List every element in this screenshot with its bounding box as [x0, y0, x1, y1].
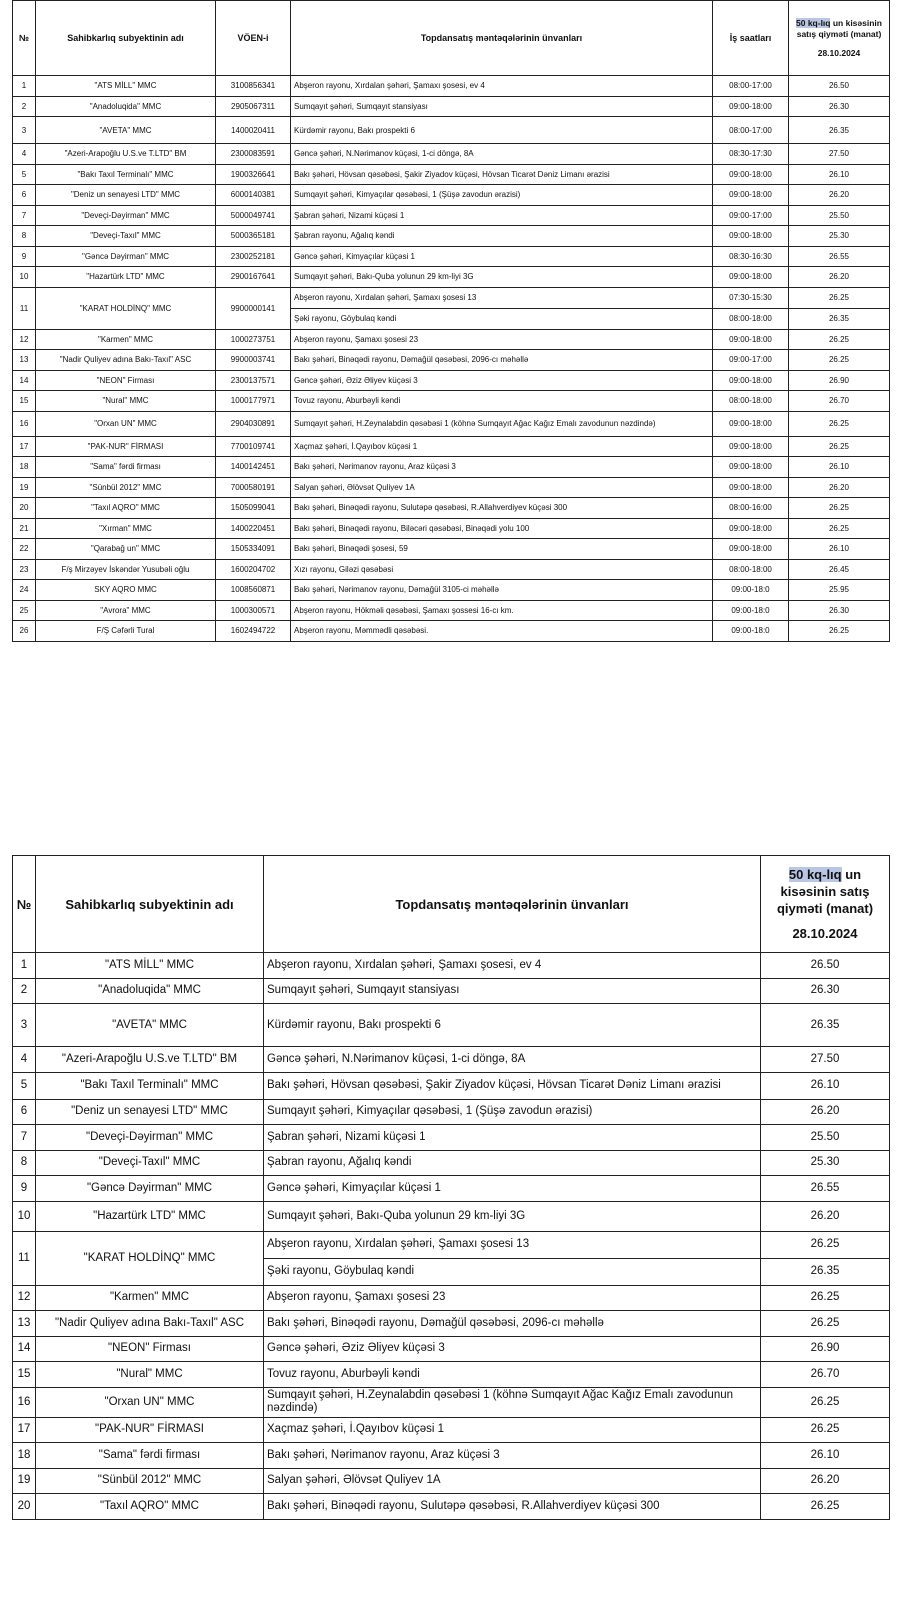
- entity-name: "Deveçi-Dəyirman" MMC: [36, 1125, 264, 1151]
- entity-name: "Deniz un senayesi LTD" MMC: [36, 1099, 264, 1125]
- table-row: [13, 1047, 890, 1073]
- row-number: 4: [13, 144, 36, 165]
- table-row-partial: [13, 1494, 890, 1520]
- entity-name: "Deniz un senayesi LTD" MMC: [36, 185, 216, 206]
- price-cell: 26.25: [789, 329, 890, 350]
- address-cell: Abşeron rayonu, Xırdalan şəhəri, Şamaxı şosesi 13: [264, 1231, 761, 1258]
- hours-cell: 08:00-18:00: [713, 559, 789, 580]
- hours-cell: 09:00-18:00: [713, 164, 789, 185]
- address-cell: Şabran şəhəri, Nizami küçəsi 1: [264, 1125, 761, 1151]
- price-cell: 26.55: [761, 1176, 890, 1202]
- price-cell: 26.20: [789, 477, 890, 498]
- address-cell: Gəncə şəhəri, Əziz Əliyev küçəsi 3: [291, 370, 713, 391]
- voen-cell: 2900167641: [216, 267, 291, 288]
- entity-name: "Qarabağ un" MMC: [36, 539, 216, 560]
- price-cell: 26.10: [789, 457, 890, 478]
- table-body-bottom: [13, 953, 890, 1520]
- address-cell: Bakı şəhəri, Nərimanov rayonu, Araz küçəsi 3: [264, 1443, 761, 1469]
- price-cell: 26.25: [789, 621, 890, 642]
- entity-name: "Orxan UN" MMC: [36, 411, 216, 436]
- entity-name: "Nural" MMC: [36, 391, 216, 412]
- price-cell: 25.50: [789, 205, 890, 226]
- row-number: 17: [13, 436, 36, 457]
- address-cell: Sumqayıt şəhəri, Sumqayıt stansiyası: [264, 978, 761, 1004]
- table-row: [13, 1362, 890, 1388]
- entity-name: "Orxan UN" MMC: [36, 1387, 264, 1417]
- address-cell: Abşeron rayonu, Şamaxı şosesi 23: [264, 1285, 761, 1311]
- hours-cell: 08:00-17:00: [713, 117, 789, 144]
- row-number: 2: [13, 96, 36, 117]
- address-cell: Xızı rayonu, Giləzi qəsəbəsi: [291, 559, 713, 580]
- price-cell: 26.25: [789, 498, 890, 519]
- col-header-hours: İş saatları: [713, 1, 789, 76]
- price-cell: 27.50: [789, 144, 890, 165]
- hours-cell: 09:00-18:00: [713, 226, 789, 247]
- row-number: 11: [13, 287, 36, 329]
- entity-name: "Sama" fərdi firması: [36, 457, 216, 478]
- entity-name: "Anadoluqida" MMC: [36, 96, 216, 117]
- price-cell: 26.30: [789, 96, 890, 117]
- entity-name: "Anadoluqida" MMC: [36, 978, 264, 1004]
- address-cell: Kürdəmir rayonu, Bakı prospekti 6: [264, 1004, 761, 1047]
- row-number: 1: [13, 76, 36, 97]
- price-cell: 26.25: [789, 411, 890, 436]
- address-cell: Şabran rayonu, Ağalıq kəndi: [291, 226, 713, 247]
- voen-cell: 1900326641: [216, 164, 291, 185]
- row-number: 14: [13, 370, 36, 391]
- address-cell: Sumqayıt şəhəri, Sumqayıt stansiyası: [291, 96, 713, 117]
- voen-cell: 1600204702: [216, 559, 291, 580]
- voen-cell: 1000177971: [216, 391, 291, 412]
- address-cell: Bakı şəhəri, Binəqədi rayonu, Sulutəpə qəsəbəsi, R.Allahverdiyev küçəsi 300: [264, 1494, 761, 1520]
- entity-name: "Nural" MMC: [36, 1362, 264, 1388]
- table-row: [13, 1150, 890, 1176]
- row-number: 13: [13, 1311, 36, 1337]
- row-number: 19: [13, 477, 36, 498]
- address-cell: Gəncə şəhəri, Əziz Əliyev küçəsi 3: [264, 1336, 761, 1362]
- row-number: 15: [13, 1362, 36, 1388]
- row-number: 6: [13, 185, 36, 206]
- address-cell: Bakı şəhəri, Hövsan qəsəbəsi, Şakir Ziyadov küçəsi, Hövsan Ticarət Dəniz Limanı ərazisi: [291, 164, 713, 185]
- entity-name: "NEON" Firması: [36, 1336, 264, 1362]
- row-number: 2: [13, 978, 36, 1004]
- table-row: [13, 953, 890, 979]
- price-cell: 26.90: [789, 370, 890, 391]
- hours-cell: 09:00-18:00: [713, 539, 789, 560]
- entity-name: "AVETA" MMC: [36, 1004, 264, 1047]
- voen-cell: 1505334091: [216, 539, 291, 560]
- address-cell: Abşeron rayonu, Xırdalan şəhəri, Şamaxı şosesi, ev 4: [291, 76, 713, 97]
- voen-cell: 2300137571: [216, 370, 291, 391]
- price-date: 28.10.2024: [792, 926, 858, 941]
- address-cell: Bakı şəhəri, Binəqədi rayonu, Dəmağül qəsəbəsi, 2096-cı məhəllə: [264, 1311, 761, 1337]
- entity-name: F/ş Mirzəyev İskəndər Yusubəli oğlu: [36, 559, 216, 580]
- address-cell: Şabran rayonu, Ağalıq kəndi: [264, 1150, 761, 1176]
- entity-name: SKY AQRO MMC: [36, 580, 216, 601]
- entity-name: "Sama" fərdi firması: [36, 1443, 264, 1469]
- address-cell: Xaçmaz şəhəri, İ.Qayıbov küçəsi 1: [291, 436, 713, 457]
- hours-cell: 09:00-18:00: [713, 96, 789, 117]
- price-cell: 27.50: [761, 1047, 890, 1073]
- price-cell: 26.20: [789, 185, 890, 206]
- table-row: [13, 1004, 890, 1047]
- address-cell: Bakı şəhəri, Binəqədi rayonu, Biləcəri qəsəbəsi, Binəqədi yolu 100: [291, 518, 713, 539]
- price-cell: 26.35: [789, 117, 890, 144]
- price-cell: 26.10: [761, 1443, 890, 1469]
- entity-name: F/Ş Cəfərli Tural: [36, 621, 216, 642]
- table-row: [13, 1336, 890, 1362]
- col-header-address: Topdansatış məntəqələrinin ünvanları: [264, 856, 761, 953]
- hours-cell: 09:00-18:00: [713, 411, 789, 436]
- row-number: 20: [13, 498, 36, 519]
- address-cell: Tovuz rayonu, Aburbəyli kəndi: [291, 391, 713, 412]
- row-number: 21: [13, 518, 36, 539]
- row-number: 10: [13, 267, 36, 288]
- price-cell: 26.90: [761, 1336, 890, 1362]
- col-header-price: 50 kq-lıq un kisəsinin satış qiymәti (manat) 28.10.2024: [789, 1, 890, 76]
- table-header-row: [13, 856, 890, 953]
- price-cell: 26.50: [761, 953, 890, 979]
- price-cell: 25.30: [761, 1150, 890, 1176]
- entity-name: "Hazartürk LTD" MMC: [36, 1201, 264, 1231]
- entity-name: "Azeri-Arapoğlu U.S.ve T.LTD" BM: [36, 144, 216, 165]
- voen-cell: 1505099041: [216, 498, 291, 519]
- row-number: 14: [13, 1336, 36, 1362]
- address-cell: Bakı şəhəri, Nərimanov rayonu, Araz küçəsi 3: [291, 457, 713, 478]
- hours-cell: 09:00-18:00: [713, 370, 789, 391]
- price-highlight: 50 kq-lıq: [796, 17, 831, 28]
- row-number: 5: [13, 1072, 36, 1099]
- address-cell: Bakı şəhəri, Nərimanov rayonu, Dəmağül 3105-ci məhəllə: [291, 580, 713, 601]
- price-cell: 26.25: [789, 350, 890, 371]
- table-row: [13, 1125, 890, 1151]
- hours-cell: 08:00-18:00: [713, 391, 789, 412]
- voen-cell: 2300252181: [216, 246, 291, 267]
- price-cell: 25.95: [789, 580, 890, 601]
- price-cell: 26.25: [789, 436, 890, 457]
- address-cell: Abşeron rayonu, Xırdalan şəhəri, Şamaxı şosesi, ev 4: [264, 953, 761, 979]
- row-number: 7: [13, 1125, 36, 1151]
- voen-cell: 2904030891: [216, 411, 291, 436]
- voen-cell: 1602494722: [216, 621, 291, 642]
- row-number: 8: [13, 1150, 36, 1176]
- address-cell: Sumqayıt şəhəri, Kimyaçılar qəsəbəsi, 1 (Şüşə zavodun ərazisi): [291, 185, 713, 206]
- price-cell: 26.50: [789, 76, 890, 97]
- row-number: 24: [13, 580, 36, 601]
- entity-name: "Gəncə Dəyirman" MMC: [36, 246, 216, 267]
- table-row: [13, 1417, 890, 1443]
- col-header-voen: VÖEN-i: [216, 1, 291, 76]
- entity-name: "PAK-NUR" FİRMASI: [36, 1417, 264, 1443]
- voen-cell: 1400220451: [216, 518, 291, 539]
- entity-name: "Bakı Taxıl Terminalı" MMC: [36, 164, 216, 185]
- voen-cell: 7700109741: [216, 436, 291, 457]
- hours-cell: 08:30-16:30: [713, 246, 789, 267]
- table-row: [13, 1231, 890, 1258]
- entity-name: "Xırman" MMC: [36, 518, 216, 539]
- hours-cell: 09:00-18:0: [713, 580, 789, 601]
- row-number: 25: [13, 600, 36, 621]
- address-cell: Salyan şəhəri, Əlövsət Quliyev 1A: [291, 477, 713, 498]
- entity-name: "Bakı Taxıl Terminalı" MMC: [36, 1072, 264, 1099]
- col-header-name: Sahibkarlıq subyektinin adı: [36, 1, 216, 76]
- address-cell: Abşeron rayonu, Şamaxı şosesi 23: [291, 329, 713, 350]
- entity-name: "PAK-NUR" FİRMASI: [36, 436, 216, 457]
- address-cell: Gəncə şəhəri, Kimyaçılar küçəsi 1: [264, 1176, 761, 1202]
- price-cell: 26.10: [789, 164, 890, 185]
- row-number: 26: [13, 621, 36, 642]
- col-header-no: №: [13, 1, 36, 76]
- row-number: 3: [13, 1004, 36, 1047]
- address-cell: Tovuz rayonu, Aburbəyli kəndi: [264, 1362, 761, 1388]
- voen-cell: 5000049741: [216, 205, 291, 226]
- entity-name: "Karmen" MMC: [36, 1285, 264, 1311]
- price-cell: 26.25: [789, 287, 890, 308]
- table-row: [13, 1311, 890, 1337]
- col-header-address: Topdansatış məntəqələrinin ünvanları: [291, 1, 713, 76]
- voen-cell: 9900003741: [216, 350, 291, 371]
- price-cell: 26.30: [761, 978, 890, 1004]
- entity-name: "Nadir Quliyev adına Bakı-Taxıl" ASC: [36, 1311, 264, 1337]
- row-number: 18: [13, 457, 36, 478]
- price-cell: 25.30: [789, 226, 890, 247]
- entity-name: "Deveçi-Taxıl" MMC: [36, 1150, 264, 1176]
- price-cell: 26.25: [761, 1231, 890, 1258]
- row-number: 5: [13, 164, 36, 185]
- entity-name: "Azeri-Arapoğlu U.S.ve T.LTD" BM: [36, 1047, 264, 1073]
- row-number: 8: [13, 226, 36, 247]
- hours-cell: 09:00-18:00: [713, 185, 789, 206]
- hours-cell: 09:00-18:00: [713, 477, 789, 498]
- voen-cell: 1000273751: [216, 329, 291, 350]
- address-cell: Sumqayıt şəhəri, Bakı-Quba yolunun 29 km-liyi 3G: [264, 1201, 761, 1231]
- price-cell: 26.25: [789, 518, 890, 539]
- hours-cell: 09:00-18:0: [713, 621, 789, 642]
- entity-name: "Gəncə Dəyirman" MMC: [36, 1176, 264, 1202]
- address-cell: Sumqayıt şəhəri, Kimyaçılar qəsəbəsi, 1 (Şüşə zavodun ərazisi): [264, 1099, 761, 1125]
- voen-cell: 7000580191: [216, 477, 291, 498]
- address-cell: Şəki rayonu, Göybulaq kəndi: [291, 308, 713, 329]
- address-cell: Gəncə şəhəri, N.Nərimanov küçəsi, 1-ci döngə, 8A: [264, 1047, 761, 1073]
- address-cell: Salyan şəhəri, Əlövsət Quliyev 1A: [264, 1468, 761, 1494]
- entity-name: "Taxıl AQRO" MMC: [36, 1494, 264, 1520]
- row-number: 4: [13, 1047, 36, 1073]
- voen-cell: 1008560871: [216, 580, 291, 601]
- hours-cell: 07:30-15:30: [713, 287, 789, 308]
- row-number: 15: [13, 391, 36, 412]
- price-cell: 26.45: [789, 559, 890, 580]
- entity-name: "Taxıl AQRO" MMC: [36, 498, 216, 519]
- price-cell: 26.10: [789, 539, 890, 560]
- entity-name: "NEON" Firması: [36, 370, 216, 391]
- table-row: [13, 1176, 890, 1202]
- hours-cell: 09:00-17:00: [713, 350, 789, 371]
- row-number: 22: [13, 539, 36, 560]
- table-row: [13, 1285, 890, 1311]
- voen-cell: 1400142451: [216, 457, 291, 478]
- entity-name: "Hazartürk LTD" MMC: [36, 267, 216, 288]
- entity-name: "Sünbül 2012" MMC: [36, 477, 216, 498]
- address-cell: Şəki rayonu, Göybulaq kəndi: [264, 1258, 761, 1285]
- hours-cell: 08:00-18:00: [713, 308, 789, 329]
- table-row: [13, 1099, 890, 1125]
- row-number: 13: [13, 350, 36, 371]
- table-row: [13, 1387, 890, 1417]
- address-cell: Sumqayıt şəhəri, H.Zeynalabdin qəsəbəsi 1 (köhnə Sumqayıt Ağac Kağız Emalı zavodunun nəzdində): [264, 1387, 761, 1417]
- address-cell: Sumqayıt şəhəri, H.Zeynalabdin qəsəbəsi 1 (köhnə Sumqayıt Ağac Kağız Emalı zavodunun nəzdində): [291, 411, 713, 436]
- price-cell: 26.70: [789, 391, 890, 412]
- voen-cell: 2905067311: [216, 96, 291, 117]
- entity-name: "ATS MİLL" MMC: [36, 76, 216, 97]
- row-number: 20: [13, 1494, 36, 1520]
- entity-name: "Avrora" MMC: [36, 600, 216, 621]
- price-cell: 26.20: [761, 1468, 890, 1494]
- voen-cell: 1000300571: [216, 600, 291, 621]
- price-cell: 26.25: [761, 1387, 890, 1417]
- voen-cell: 1400020411: [216, 117, 291, 144]
- price-cell: 26.55: [789, 246, 890, 267]
- address-cell: Abşeron rayonu, Hökməli qəsəbəsi, Şamaxı şossesi 16-cı km.: [291, 600, 713, 621]
- entity-name: "Karmen" MMC: [36, 329, 216, 350]
- address-cell: Şabran şəhəri, Nizami küçəsi 1: [291, 205, 713, 226]
- price-cell: 26.70: [761, 1362, 890, 1388]
- hours-cell: 09:00-18:00: [713, 436, 789, 457]
- price-cell: 26.25: [761, 1494, 890, 1520]
- hours-cell: 09:00-18:0: [713, 600, 789, 621]
- row-number: 11: [13, 1231, 36, 1285]
- row-number: 7: [13, 205, 36, 226]
- address-cell: Kürdəmir rayonu, Bakı prospekti 6: [291, 117, 713, 144]
- hours-cell: 09:00-18:00: [713, 518, 789, 539]
- hours-cell: 09:00-18:00: [713, 267, 789, 288]
- col-header-name: Sahibkarlıq subyektinin adı: [36, 856, 264, 953]
- entity-name: "Sünbül 2012" MMC: [36, 1468, 264, 1494]
- table-row: [13, 1072, 890, 1099]
- price-cell: 26.10: [761, 1072, 890, 1099]
- row-number: 1: [13, 953, 36, 979]
- address-cell: Bakı şəhəri, Binəqədi şosesi, 59: [291, 539, 713, 560]
- price-cell: 26.20: [761, 1201, 890, 1231]
- entity-name: "AVETA" MMC: [36, 117, 216, 144]
- entity-name: "Deveçi-Taxıl" MMC: [36, 226, 216, 247]
- price-cell: 26.35: [789, 308, 890, 329]
- row-number: 18: [13, 1443, 36, 1469]
- price-highlight: 50 kq-lıq: [788, 867, 842, 882]
- entity-name: "Nadir Quliyev adına Bakı-Taxıl" ASC: [36, 350, 216, 371]
- entity-name: "ATS MİLL" MMC: [36, 953, 264, 979]
- row-number: 23: [13, 559, 36, 580]
- hours-cell: 09:00-17:00: [713, 205, 789, 226]
- price-date: 28.10.2024: [817, 47, 861, 58]
- price-cell: 26.20: [789, 267, 890, 288]
- price-table-bottom: [12, 855, 890, 1520]
- row-number: 17: [13, 1417, 36, 1443]
- voen-cell: 9900000141: [216, 287, 291, 329]
- row-number: 6: [13, 1099, 36, 1125]
- address-cell: Bakı şəhəri, Hövsan qəsəbəsi, Şakir Ziyadov küçəsi, Hövsan Ticarət Dəniz Limanı ərazisi: [264, 1072, 761, 1099]
- address-cell: Abşeron rayonu, Xırdalan şəhəri, Şamaxı şosesi 13: [291, 287, 713, 308]
- address-cell: Xaçmaz şəhəri, İ.Qayıbov küçəsi 1: [264, 1417, 761, 1443]
- price-cell: 26.25: [761, 1311, 890, 1337]
- price-cell: 26.35: [761, 1258, 890, 1285]
- row-number: 19: [13, 1468, 36, 1494]
- col-header-no: №: [13, 856, 36, 953]
- col-header-price: 50 kq-lıq un kisəsinin satış qiymәti (manat) 28.10.2024: [761, 856, 890, 953]
- address-cell: Gəncə şəhəri, Kimyaçılar küçəsi 1: [291, 246, 713, 267]
- hours-cell: 08:00-16:00: [713, 498, 789, 519]
- address-cell: Bakı şəhəri, Binəqədi rayonu, Sulutəpə qəsəbəsi, R.Allahverdiyev küçəsi 300: [291, 498, 713, 519]
- hours-cell: 08:00-17:00: [713, 76, 789, 97]
- row-number: 3: [13, 117, 36, 144]
- entity-name: "KARAT HOLDİNQ" MMC: [36, 287, 216, 329]
- entity-name: "Deveçi-Dəyirman" MMC: [36, 205, 216, 226]
- table-row: [13, 1443, 890, 1469]
- hours-cell: 09:00-18:00: [713, 457, 789, 478]
- price-cell: 25.50: [761, 1125, 890, 1151]
- voen-cell: 6000140381: [216, 185, 291, 206]
- address-cell: Bakı şəhəri, Binəqədi rayonu, Dəmağül qəsəbəsi, 2096-cı məhəllə: [291, 350, 713, 371]
- hours-cell: 09:00-18:00: [713, 329, 789, 350]
- price-cell: 26.25: [761, 1417, 890, 1443]
- address-cell: Abşeron rayonu, Məmmədli qəsəbəsi.: [291, 621, 713, 642]
- hours-cell: 08:30-17:30: [713, 144, 789, 165]
- voen-cell: 3100856341: [216, 76, 291, 97]
- table-row: [13, 1201, 890, 1231]
- row-number: 16: [13, 1387, 36, 1417]
- row-number: 9: [13, 246, 36, 267]
- row-number: 16: [13, 411, 36, 436]
- row-number: 9: [13, 1176, 36, 1202]
- row-number: 12: [13, 1285, 36, 1311]
- voen-cell: 2300083591: [216, 144, 291, 165]
- address-cell: Sumqayıt şəhəri, Bakı-Quba yolunun 29 km-liyi 3G: [291, 267, 713, 288]
- address-cell: Gəncə şəhəri, N.Nərimanov küçəsi, 1-ci döngə, 8A: [291, 144, 713, 165]
- price-cell: 26.30: [789, 600, 890, 621]
- price-cell: 26.35: [761, 1004, 890, 1047]
- voen-cell: 5000365181: [216, 226, 291, 247]
- row-number: 10: [13, 1201, 36, 1231]
- table-row: [13, 1468, 890, 1494]
- price-cell: 26.20: [761, 1099, 890, 1125]
- table-row: [13, 978, 890, 1004]
- row-number: 12: [13, 329, 36, 350]
- price-cell: 26.25: [761, 1285, 890, 1311]
- entity-name: "KARAT HOLDİNQ" MMC: [36, 1231, 264, 1285]
